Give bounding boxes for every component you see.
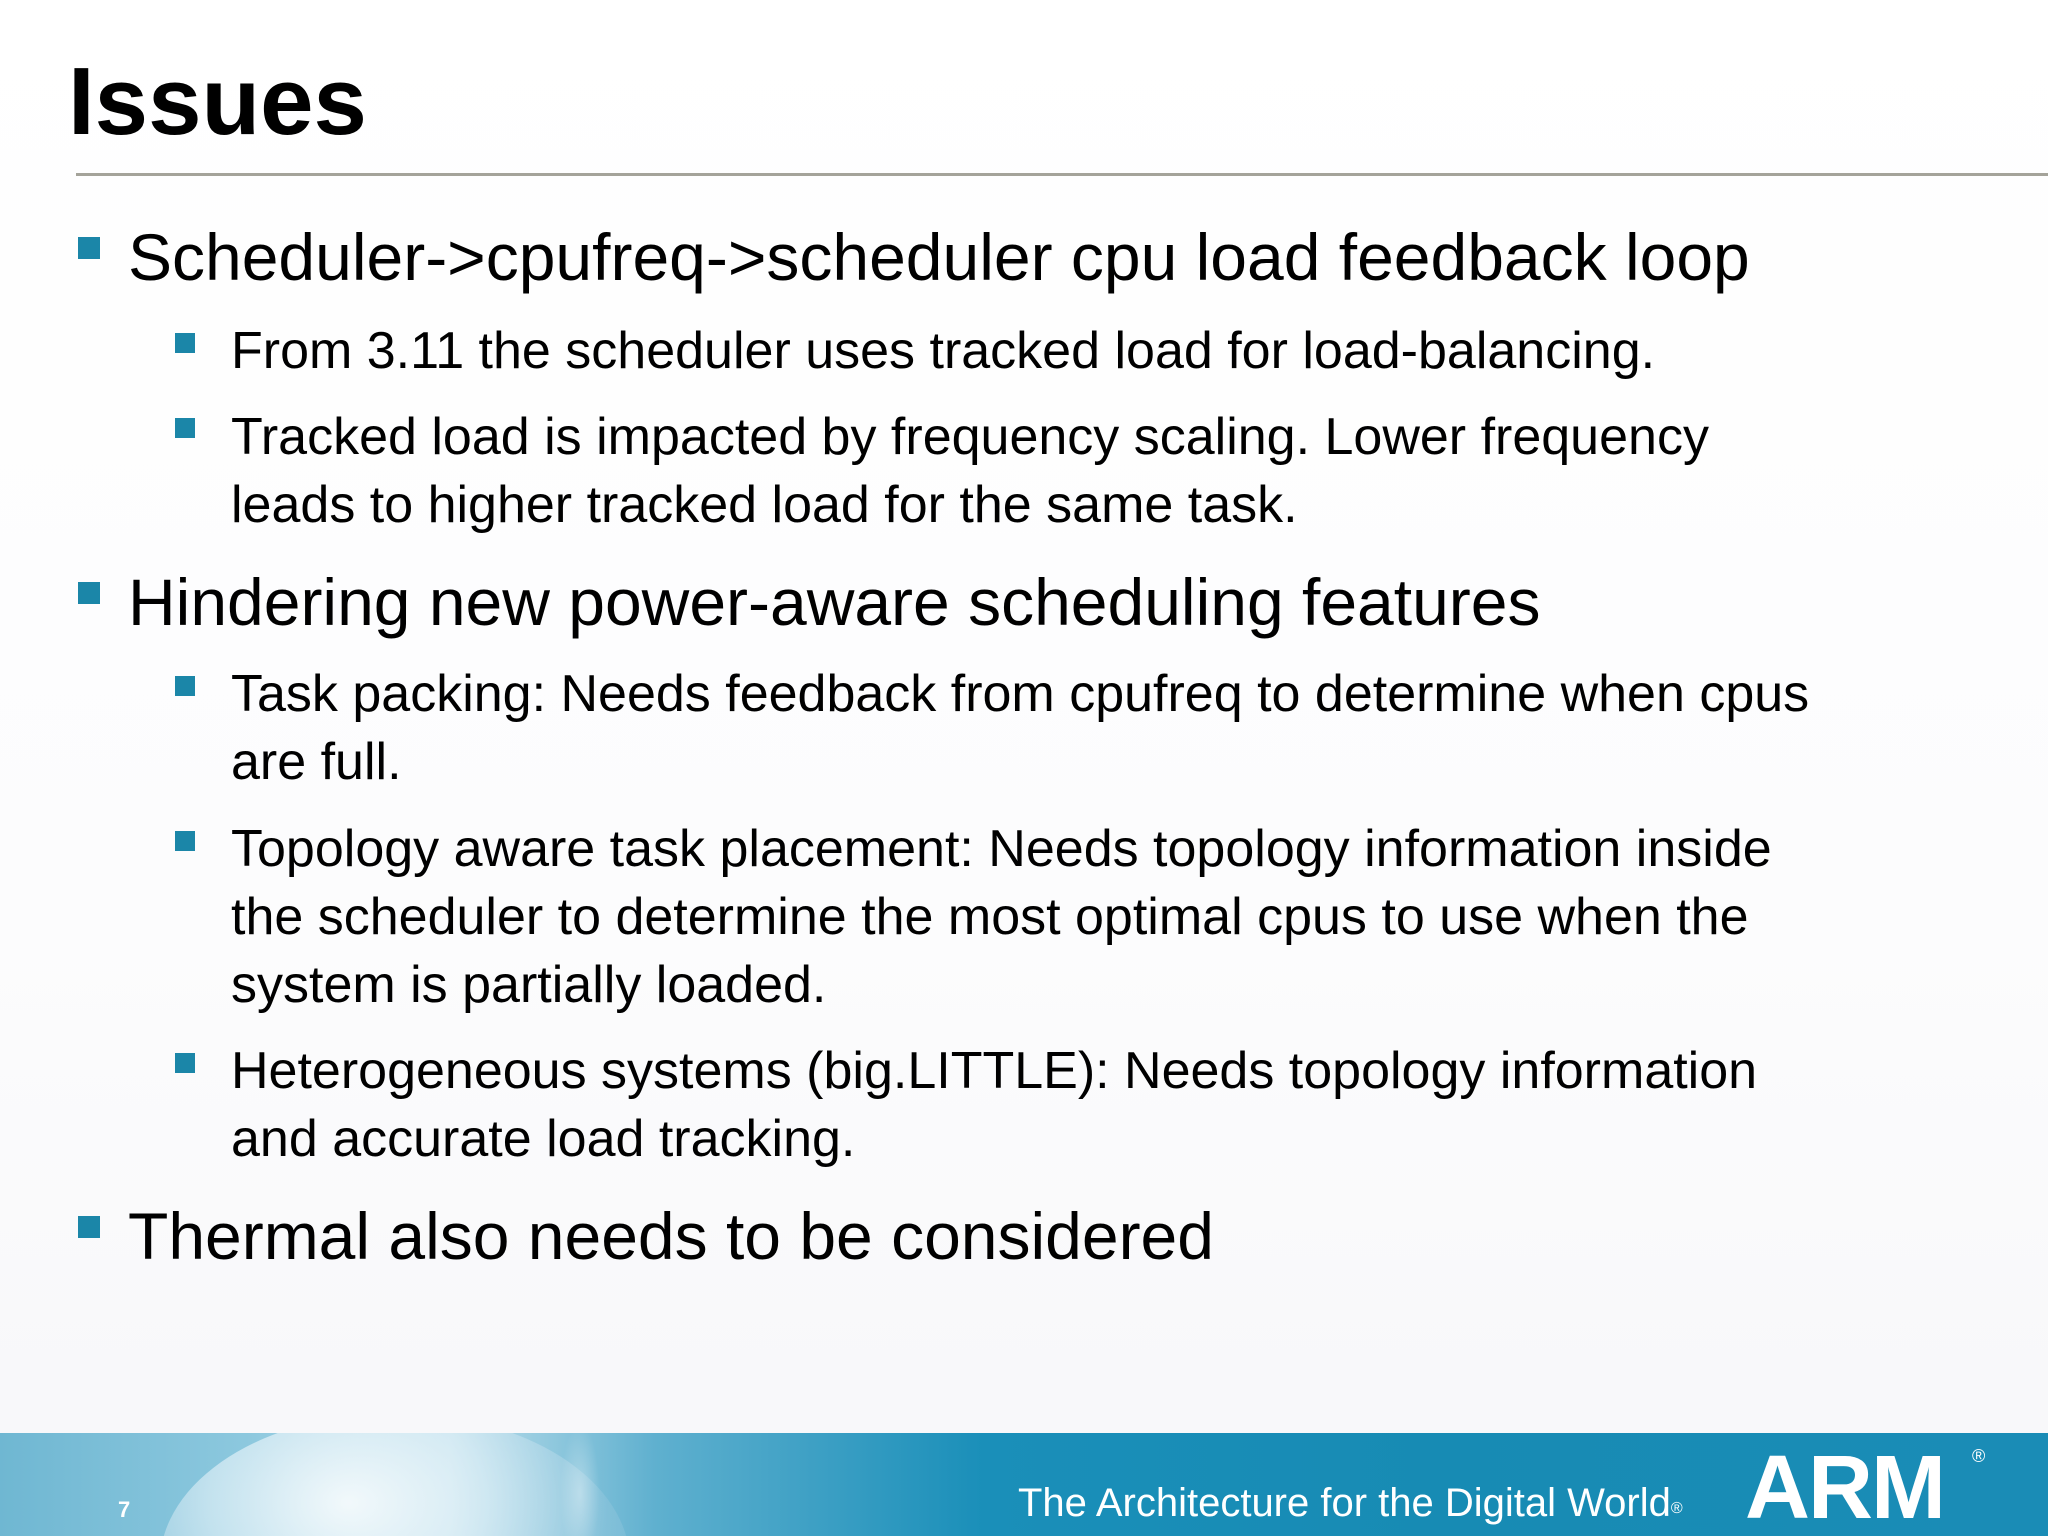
bullet-level2-topology-line3: system is partially loaded.: [231, 956, 827, 1014]
logo-registered-mark: ®: [1972, 1446, 1986, 1466]
bullet-level2-frequency-scaling-line2: leads to higher tracked load for the same task.: [231, 476, 1298, 534]
bullet-square-icon: [175, 333, 195, 353]
bullet-level2-heterogeneous-line2: and accurate load tracking.: [231, 1110, 856, 1168]
bullet-square-icon: [175, 1053, 195, 1073]
bullet-square-icon: [78, 582, 100, 604]
bullet-level2-topology-line1: Topology aware task placement: Needs topology information inside: [231, 820, 1772, 878]
bullet-square-icon: [175, 418, 195, 438]
bullet-level2-task-packing-line1: Task packing: Needs feedback from cpufreq to determine when cpus: [231, 665, 1810, 723]
bullet-square-icon: [78, 237, 100, 259]
bullet-level2-tracked-load: From 3.11 the scheduler uses tracked load for load-balancing.: [231, 322, 1656, 380]
bullet-level1-thermal: Thermal also needs to be considered: [128, 1199, 1214, 1273]
bullet-level2-topology-line2: the scheduler to determine the most optimal cpus to use when the: [231, 888, 1749, 946]
bullet-square-icon: [175, 676, 195, 696]
tagline-text: The Architecture for the Digital World: [1018, 1481, 1671, 1525]
tagline-registered-mark: ®: [1670, 1500, 1683, 1517]
page-number: 7: [118, 1497, 131, 1522]
bullet-square-icon: [175, 831, 195, 851]
arm-logo: ARM: [1745, 1438, 1944, 1536]
bullet-square-icon: [78, 1216, 100, 1238]
globe-edge-graphic: [560, 1433, 600, 1536]
bullet-level2-task-packing-line2: are full.: [231, 733, 402, 791]
bullet-level2-frequency-scaling-line1: Tracked load is impacted by frequency scaling. Lower frequency: [231, 408, 1709, 466]
bullet-level1-power-aware: Hindering new power-aware scheduling features: [128, 565, 1541, 639]
bullet-level2-heterogeneous-line1: Heterogeneous systems (big.LITTLE): Needs topology information: [231, 1042, 1758, 1100]
footer-tagline: [1018, 1475, 1683, 1531]
title-divider: [76, 173, 2048, 176]
slide-title: Issues: [68, 48, 367, 155]
bullet-level1-feedback-loop: Scheduler->cpufreq->scheduler cpu load feedback loop: [128, 220, 1750, 294]
